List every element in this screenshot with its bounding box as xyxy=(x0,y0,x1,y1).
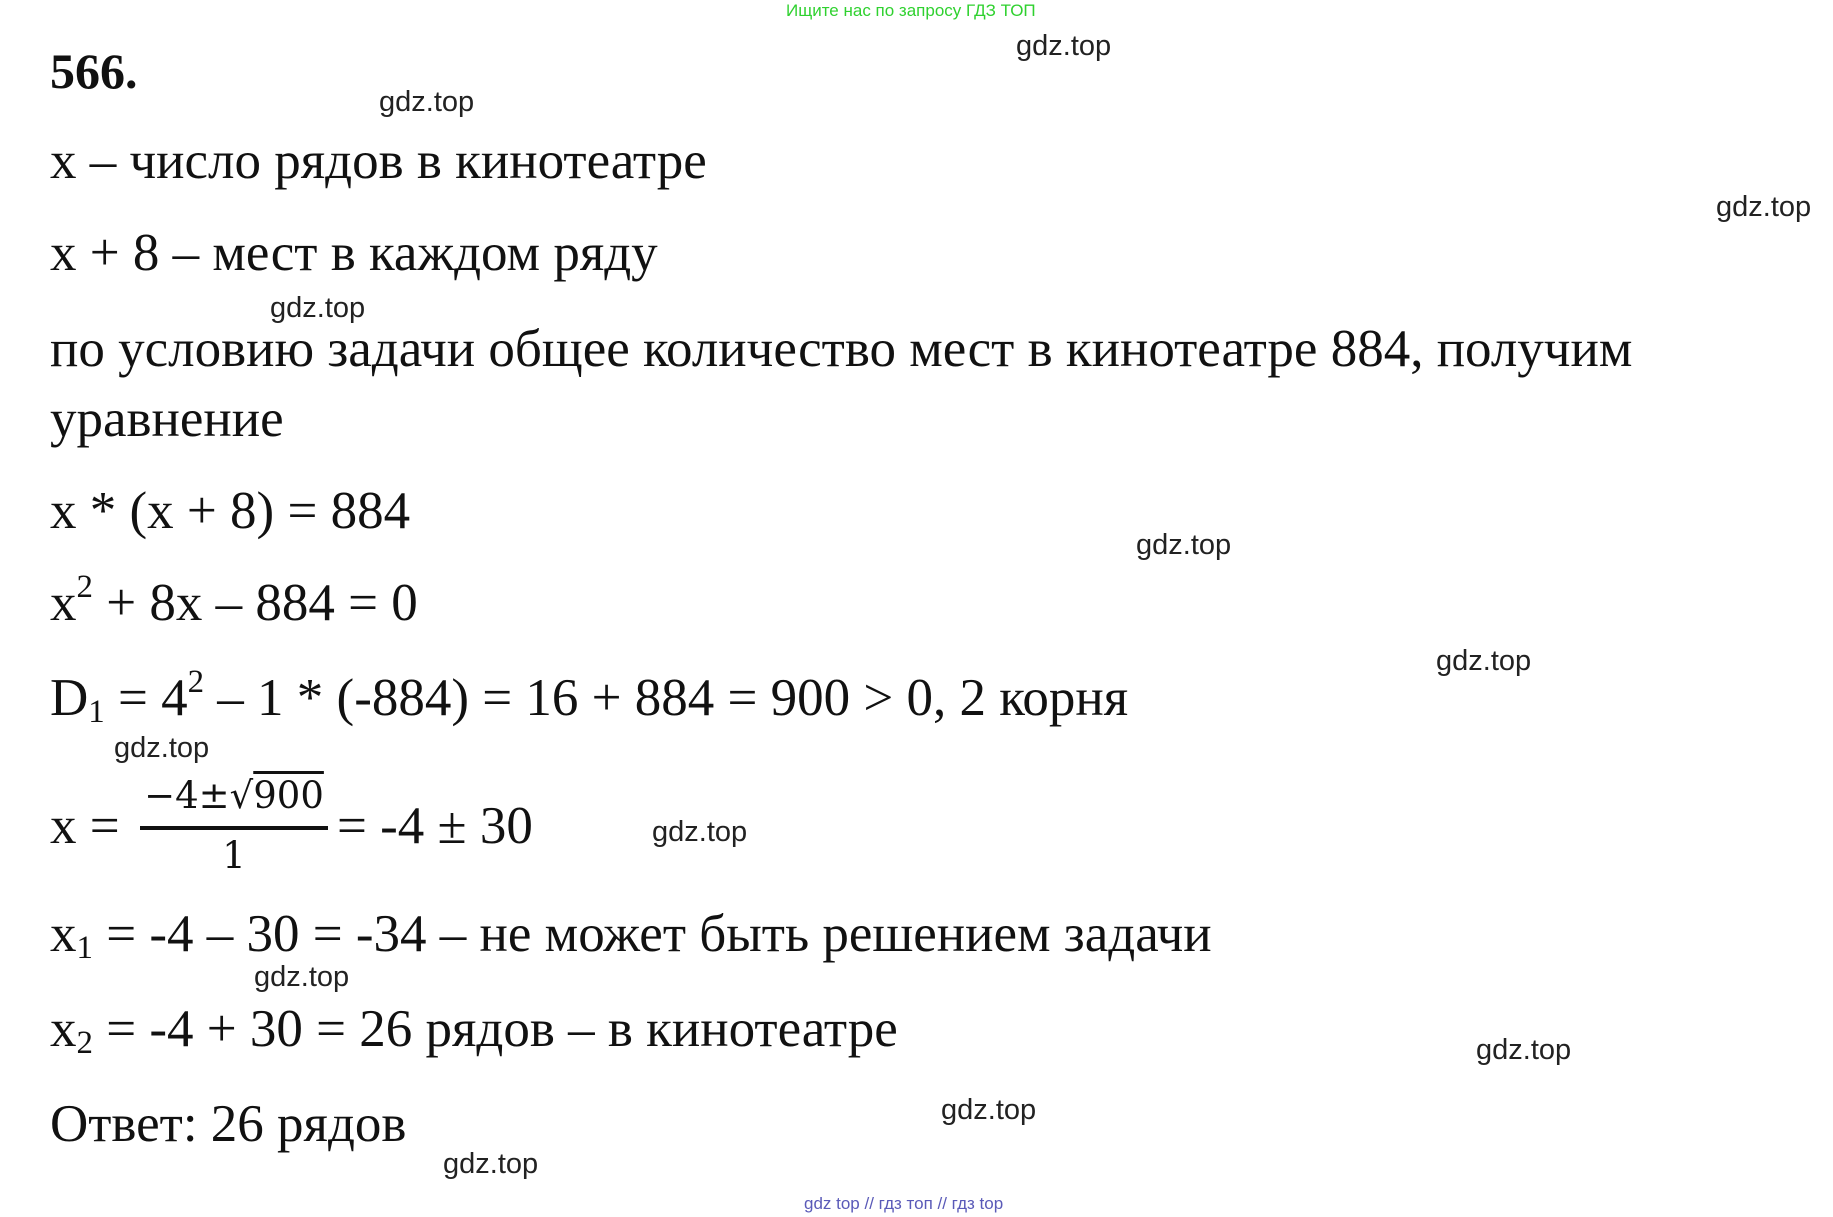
fraction-bar xyxy=(140,826,328,830)
watermark: gdz.top xyxy=(1436,645,1532,677)
root-two-subscript: 2 xyxy=(76,1025,93,1062)
watermark: gdz.top xyxy=(114,732,210,764)
line-seats-per-row: x + 8 – мест в каждом ряду xyxy=(50,224,658,282)
answer-line: Ответ: 26 рядов xyxy=(50,1095,407,1153)
root-one-subscript: 1 xyxy=(76,930,93,967)
quadratic-exponent: 2 xyxy=(76,569,93,605)
discriminant-subscript: 1 xyxy=(88,694,105,731)
line-quadratic xyxy=(50,569,418,632)
discriminant-exponent: 2 xyxy=(187,664,205,700)
quadratic-base: x xyxy=(50,574,77,632)
root-fraction xyxy=(140,772,328,882)
root-two-rest: = -4 + 30 = 26 рядов – в кинотеатре xyxy=(92,1000,898,1058)
discriminant-symbol: D xyxy=(50,669,89,727)
discriminant-rest: – 1 * (-884) = 16 + 884 = 900 > 0, 2 корня xyxy=(204,669,1129,727)
watermark: gdz.top xyxy=(254,961,350,993)
watermark: gdz.top xyxy=(652,816,748,848)
footer-watermark: gdz top // гдз топ // гдз top xyxy=(804,1194,1004,1213)
watermark: gdz.top xyxy=(1716,191,1812,223)
root-formula-x: x = xyxy=(50,797,120,855)
fraction-denominator: 1 xyxy=(222,834,246,877)
watermark: gdz.top xyxy=(270,292,366,324)
line-condition: по условию задачи общее количество мест в кинотеатре 884, получим xyxy=(50,320,1633,378)
numerator-radicand: 900 xyxy=(253,774,324,817)
root-one-rest: = -4 – 30 = -34 – не может быть решением задачи xyxy=(92,905,1212,963)
problem-number: 566. xyxy=(50,43,138,99)
root-formula-result: = -4 ± 30 xyxy=(337,797,533,855)
search-banner: Ищите нас по запросу ГДЗ ТОП xyxy=(786,1,1036,20)
line-root-two xyxy=(50,1000,898,1062)
quadratic-rest: + 8x – 884 = 0 xyxy=(92,574,418,632)
watermark: gdz.top xyxy=(1016,30,1112,62)
line-equation: x * (x + 8) = 884 xyxy=(50,482,411,540)
watermark: gdz.top xyxy=(941,1094,1037,1126)
numerator-prefix: −4±√ xyxy=(144,774,254,817)
line-condition-continued: уравнение xyxy=(50,390,284,448)
watermark: gdz.top xyxy=(443,1148,539,1180)
fraction-numerator xyxy=(140,772,328,820)
root-two-x: x xyxy=(50,1000,77,1058)
line-variable-rows: x – число рядов в кинотеатре xyxy=(50,132,707,190)
watermark: gdz.top xyxy=(1476,1034,1572,1066)
watermark: gdz.top xyxy=(379,86,475,118)
line-discriminant xyxy=(50,664,1129,731)
line-root-one xyxy=(50,905,1212,967)
discriminant-mid: = 4 xyxy=(104,669,188,727)
root-one-x: x xyxy=(50,905,77,963)
watermark: gdz.top xyxy=(1136,529,1232,561)
